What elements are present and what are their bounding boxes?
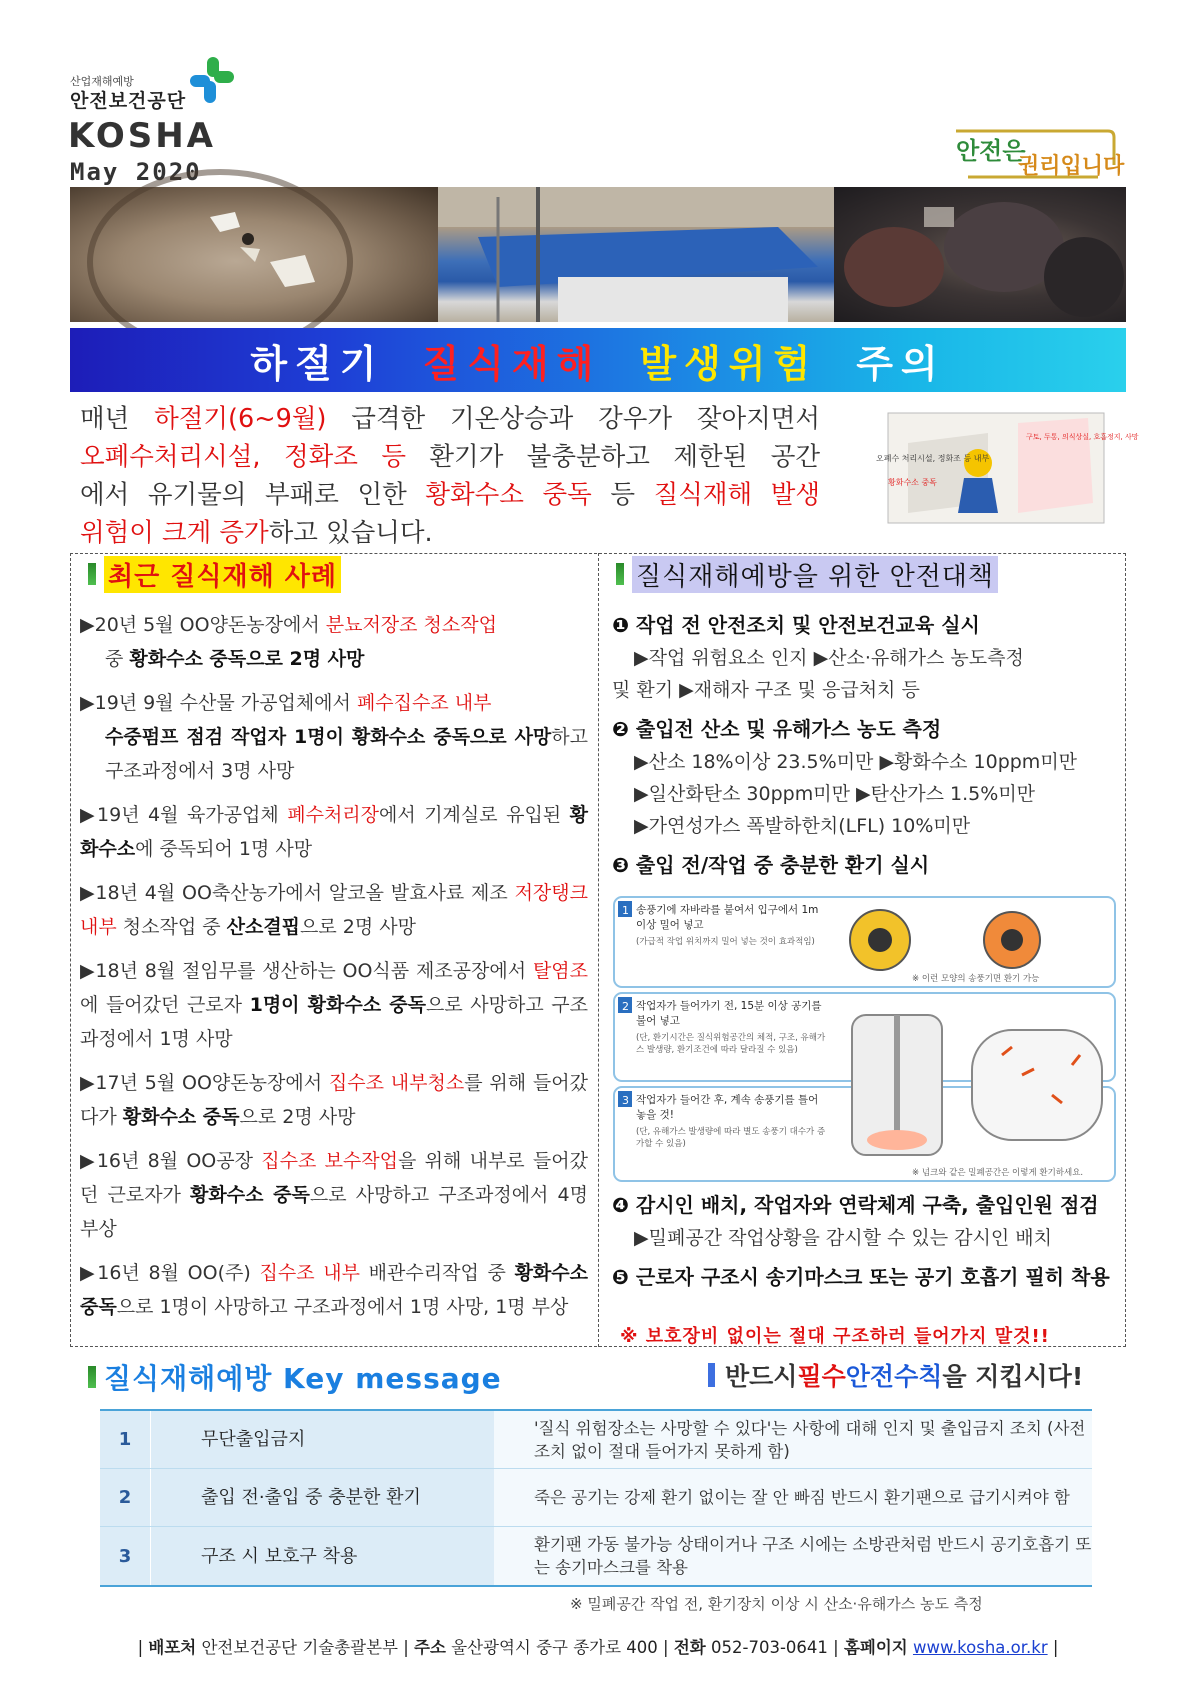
svg-text:오폐수 처리시설, 정화조 등 내부: 오폐수 처리시설, 정화조 등 내부 — [876, 454, 990, 463]
warning-text: ※ 보호장비 없이는 절대 구조하러 들어가지 말것!! — [620, 1326, 1050, 1347]
section-bar-icon — [88, 1366, 96, 1388]
measures-list-continued — [612, 1188, 1117, 1294]
banner-word-4: 주의 — [856, 341, 946, 386]
case-item: ▶17년 5월 OO양돈농장에서 집수조 내부청소를 위해 들어갔다가 황화수소 중독으로 2명 사망 — [80, 1072, 588, 1128]
section-bar-icon — [708, 1363, 715, 1387]
measure-4-line: ▶밀폐공간 작업상황을 감시할 수 있는 감시인 배치 — [634, 1227, 1052, 1249]
banner-word-1: 하절기 — [250, 341, 385, 386]
org-tagline: 산업재해예방 — [70, 75, 134, 88]
photo-treatment-facility — [438, 187, 834, 322]
section-bar-icon — [616, 563, 624, 585]
intro-paragraph: 매년 하절기(6~9월) 급격한 기온상승과 강우가 잦아지면서 오폐수처리시설, 정화조 등 환기가 불충분하고 제한된 공간 에서 유기물의 부패로 인한 황화수소 중독 등 질식재해 발생 위험이 크게 증가하고 있습니다. — [80, 404, 821, 548]
table-row: 1 무단출입금지 '질식 위험장소는 사망할 수 있다'는 사항에 대해 인지 및 출입금지 조치 (사전조치 없이 절대 들어가지 못하게 함) — [100, 1411, 1092, 1469]
case-list — [80, 608, 588, 1334]
measure-2-line: ▶가연성가스 폭발하한치(LFL) 10%미만 — [634, 815, 971, 837]
measure-3-title: ❸ 출입 전/작업 중 충분한 환기 실시 — [612, 853, 930, 877]
table-row: 3 구조 시 보호구 착용 환기팬 가동 불가능 상태이거나 구조 시에는 소방관처럼 반드시 공기호흡기 또는 송기마스크를 착용 — [100, 1527, 1092, 1585]
intro-illustration — [868, 403, 1139, 535]
measure-1-title: ❶ 작업 전 안전조치 및 안전보건교육 실시 — [612, 613, 980, 637]
ventilation-figure: 1 2 3 송풍기에 자바라를 붙여서 입구에서 1m 이상 밀어 넣고(가급적 작업 위치까지 밀어 넣는 것이 효과적임) 작업자가 들어가기 전, 15분 이상 공기를 불어 넣고(단, 환기시간은 질식위험공간의 체적, 구조, 유해가스 발생량, 환기조건에 따라 달라질 수 있음) 작업자가 들어간 후, 계속 송풍기를 틀어 놓을 것!(단, 유해가스 발생량에 따라 별도 송풍기 대수가 증가할 수 있음) ※ 이런 모양의 송풍기면 환기 가능 ※ 넘크와 같은 밀폐공간은 이렇게 환기하세요. — [612, 895, 1117, 1183]
case-item: ▶20년 5월 OO양돈농장에서 분뇨저장조 청소작업 중 황화수소 중독으로 2명 사망 — [80, 614, 497, 670]
section-bar-icon — [88, 563, 96, 585]
svg-text:※ 이런 모양의 송풍기면 환기 가능: ※ 이런 모양의 송풍기면 환기 가능 — [912, 974, 1040, 984]
banner-word-2: 질식재해 — [422, 341, 602, 386]
key-message-heading: 질식재해예방 Key message — [88, 1357, 502, 1397]
kosha-wordmark: KOSHA — [68, 116, 216, 156]
case-item: ▶19년 9월 수산물 가공업체에서 폐수집수조 내부 수중펌프 점검 작업자 1명이 황화수소 중독으로 사망하고 구조과정에서 3명 사망 — [80, 692, 588, 782]
key-message-table — [100, 1409, 1092, 1587]
measure-2-line: ▶일산화탄소 30ppm미만 ▶탄산가스 1.5%미만 — [634, 783, 1036, 805]
case-item: ▶18년 4월 OO축산농가에서 알코올 발효사료 제조 저장탱크 내부 청소작업 중 산소결핍으로 2명 사망 — [80, 882, 588, 938]
photo-tank-interior — [70, 187, 438, 322]
recent-cases-heading: 최근 질식재해 사례 — [88, 557, 341, 591]
svg-text:황화수소 중독: 황화수소 중독 — [888, 478, 937, 487]
measure-2-line: ▶산소 18%이상 23.5%미만 ▶황화수소 10ppm미만 — [634, 751, 1078, 773]
svg-text:3: 3 — [622, 1094, 629, 1107]
key-message-note: ※ 밀폐공간 작업 전, 환기장치 이상 시 산소·유해가스 농도 측정 — [570, 1595, 983, 1613]
measure-4-title: ❹ 감시인 배치, 작업자와 연락체계 구축, 출입인원 점검 — [612, 1193, 1099, 1217]
measure-1-line: ▶작업 위험요소 인지 ▶산소·유해가스 농도측정 — [634, 647, 1024, 669]
slogan-logo — [948, 125, 1125, 183]
case-item: ▶16년 8월 OO공장 집수조 보수작업을 위해 내부로 들어갔던 근로자가 황화수소 중독으로 사망하고 구조과정에서 4명 부상 — [80, 1150, 588, 1240]
footer: | 배포처 안전보건공단 기술총괄본부 | 주소 울산광역시 중구 종가로 400 | 전화 052-703-0641 | 홈페이지 www.kosha.or.kr | — [137, 1638, 1059, 1657]
table-row: 2 출입 전·출입 중 충분한 환기 죽은 공기는 강제 환기 없이는 잘 안 빠짐 반드시 환기팬으로 급기시켜야 함 — [100, 1469, 1092, 1527]
org-name: 안전보건공단 — [70, 90, 187, 112]
column-divider — [598, 553, 599, 1347]
measure-2-title: ❷ 출입전 산소 및 유해가스 농도 측정 — [612, 717, 942, 741]
issue-month: May 2020 — [70, 158, 202, 186]
title-banner — [70, 328, 1126, 392]
svg-text:※ 넘크와 같은 밀폐공간은 이렇게 환기하세요.: ※ 넘크와 같은 밀폐공간은 이렇게 환기하세요. — [912, 1168, 1084, 1178]
slogan-sub: 권리입니다 — [1018, 154, 1125, 179]
measures-list — [612, 608, 1117, 882]
measure-1-line: 및 환기 ▶재해자 구조 및 응급처치 등 — [612, 679, 920, 701]
svg-text:2: 2 — [622, 1000, 629, 1013]
svg-text:구토, 두통, 의식상실, 호흡정지, 사망: 구토, 두통, 의식상실, 호흡정지, 사망 — [1026, 433, 1139, 441]
measure-5-title: ❺ 근로자 구조시 송기마스크 또는 공기 호흡기 필히 착용 — [612, 1265, 1110, 1289]
safety-measures-heading: 질식재해예방을 위한 안전대책 — [616, 557, 998, 591]
case-item: ▶16년 8월 OO(주) 집수조 내부 배관수리작업 중 황화수소 중독으로 1명이 사망하고 구조과정에서 1명 사망, 1명 부상 — [80, 1262, 588, 1318]
case-item: ▶19년 4월 육가공업체 폐수처리장에서 기계실로 유입된 황화수소에 중독되어 1명 사망 — [80, 804, 588, 860]
key-message-tagline: 반드시 필수 안전수칙 을 지킵시다! — [708, 1357, 1083, 1393]
case-item: ▶18년 8월 절임무를 생산하는 OO식품 제조공장에서 탈염조에 들어갔던 근로자 1명이 황화수소 중독으로 사망하고 구조과정에서 1명 사망 — [80, 960, 588, 1050]
photo-rescue-scene — [834, 187, 1126, 322]
homepage-link[interactable]: www.kosha.or.kr — [912, 1638, 1048, 1657]
svg-text:1: 1 — [622, 904, 629, 917]
kosha-logo-icon — [190, 57, 234, 103]
banner-word-3: 발생위험 — [639, 341, 819, 386]
slogan-main: 안전은 — [956, 137, 1026, 165]
